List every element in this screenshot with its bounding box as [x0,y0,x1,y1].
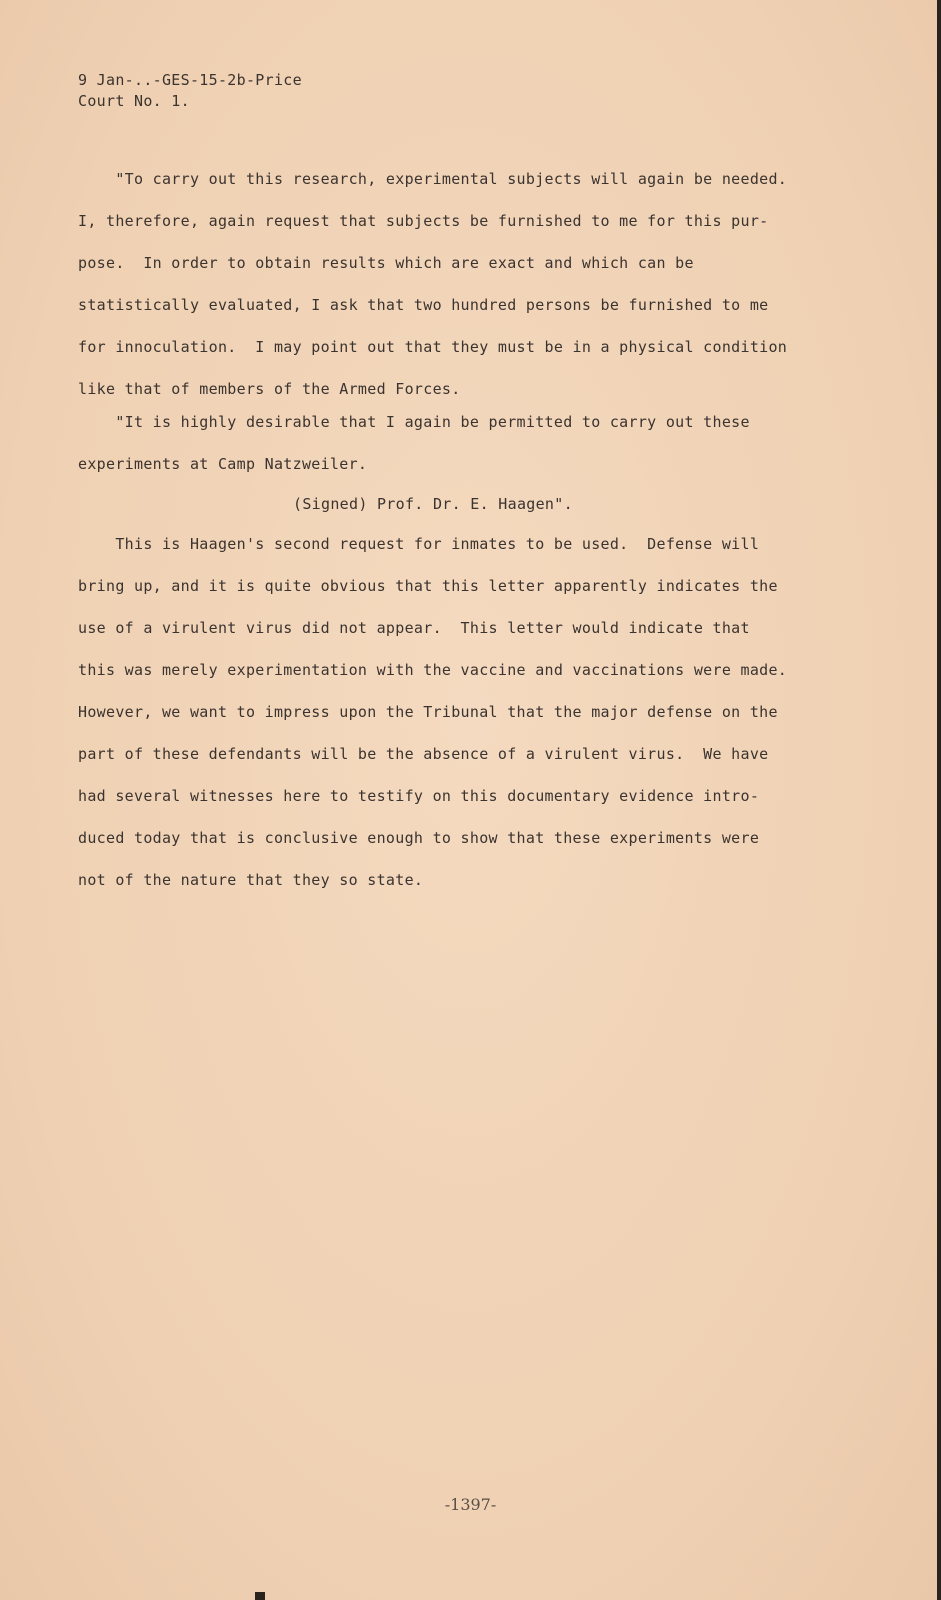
text-line: not of the nature that they so state. [78,871,424,889]
text-line: I, therefore, again request that subjects be furnished to me for this pur- [78,212,769,230]
scan-edge-mark [255,1592,265,1600]
text-line: statistically evaluated, I ask that two hundred persons be furnished to me [78,296,769,314]
page-number: -1397- [444,1495,497,1514]
text-line: had several witnesses here to testify on this documentary evidence intro- [78,787,760,805]
text-line: pose. In order to obtain results which are exact and which can be [78,254,694,272]
text-line: bring up, and it is quite obvious that this letter apparently indicates the [78,577,778,595]
text-line: this was merely experimentation with the vaccine and vaccinations were made. [78,661,788,679]
text-line: like that of members of the Armed Forces. [78,380,461,398]
paragraph-commentary [78,523,878,901]
paragraph-letter-natzweiler [78,401,878,485]
text-line: duced today that is conclusive enough to show that these experiments were [78,829,760,847]
text-line: experiments at Camp Natzweiler. [78,455,368,473]
text-line: However, we want to impress upon the Tribunal that the major defense on the [78,703,778,721]
document-header [78,70,302,112]
text-line: "To carry out this research, experimental subjects will again be needed. [78,170,788,188]
signature-line: (Signed) Prof. Dr. E. Haagen". [293,495,573,513]
header-court: Court No. 1. [78,92,190,110]
text-line: for innoculation. I may point out that they must be in a physical condition [78,338,788,356]
text-line: This is Haagen's second request for inmates to be used. Defense will [78,535,760,553]
text-line: "It is highly desirable that I again be permitted to carry out these [78,413,750,431]
text-line: part of these defendants will be the absence of a virulent virus. We have [78,745,769,763]
header-reference: 9 Jan-..-GES-15-2b-Price [78,71,302,89]
text-line: use of a virulent virus did not appear. This letter would indicate that [78,619,750,637]
paragraph-letter-request [78,158,878,410]
